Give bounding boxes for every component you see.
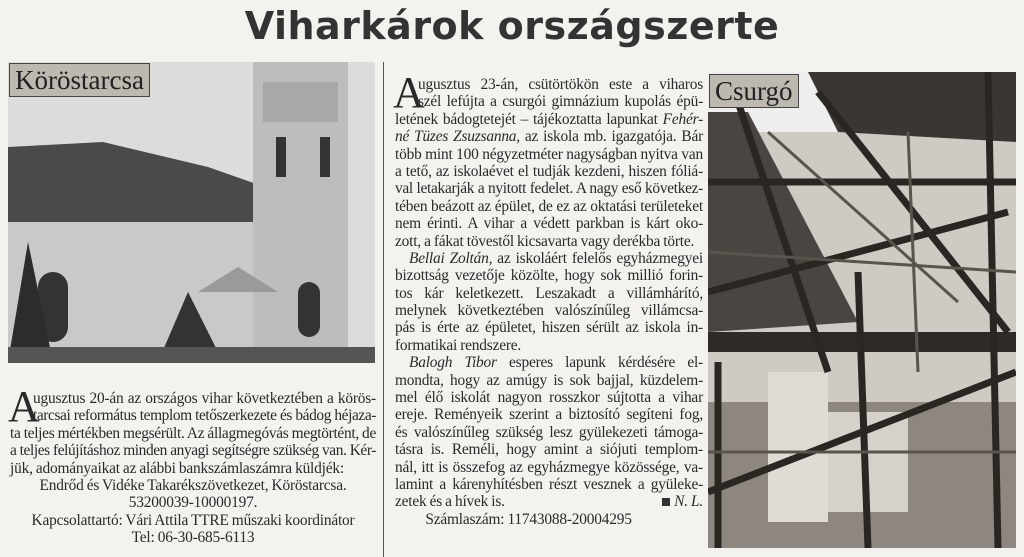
text-line: a teljes felújításhoz minden anyagi segítségre szükség van. Kér- bbox=[10, 442, 376, 460]
photo-label-csurgo: Csurgó bbox=[709, 74, 799, 108]
text-span: esperes lapunk kérdésére el- bbox=[496, 354, 703, 372]
csurgo-article bbox=[393, 68, 703, 528]
square-bullet-icon bbox=[662, 498, 670, 506]
text-line: ta teljes mértékben megsérült. Az állagmegóvás megtörtént, de bbox=[10, 424, 376, 442]
signature bbox=[662, 493, 703, 510]
photo-label-korostarcsa: Köröstarcsa bbox=[9, 63, 150, 97]
text-line bbox=[395, 250, 703, 267]
text-line bbox=[395, 493, 703, 510]
contact-phone: Tel: 06-30-685-6113 bbox=[131, 529, 255, 547]
bank-account: 53200039-10000197. bbox=[128, 494, 258, 512]
person-name: Bellai Zoltán, bbox=[409, 249, 493, 267]
text-line bbox=[395, 354, 703, 371]
text-span: az iskoláért felelős egyházmegyei bbox=[492, 249, 703, 267]
text-line: a tető, az iskolaévet el tudják kezdeni, hiszen fóliá- bbox=[395, 162, 703, 180]
korostarcsa-article bbox=[8, 382, 376, 547]
text-line: ugusztus 23-án, csütörtökön este a viharos bbox=[418, 76, 703, 93]
text-line: több mint 100 négyzetméter nagyságban nyitva van bbox=[395, 145, 703, 163]
text-line: bizottság vezetője közölte, hogy sok millió forin- bbox=[395, 267, 703, 285]
text-line: mel élő iskolát nagyon rosszkor sújtotta a vihar bbox=[395, 389, 703, 407]
text-span: letének bádogtetejét – tájékoztatta lapunkat bbox=[395, 110, 663, 128]
author-initials: N. L. bbox=[674, 493, 703, 511]
text-line: és valószínűleg szükség lesz gyülekezeti támoga- bbox=[395, 423, 703, 441]
damaged-roof-photo bbox=[708, 72, 1016, 548]
bank-name: Endrőd és Vidéke Takarékszövetkezet, Köröstarcsa. bbox=[39, 476, 347, 494]
text-line: tében beázott az épület, de ez az oktatási területeket bbox=[395, 197, 703, 215]
text-line bbox=[395, 128, 703, 145]
text-line: val letakarják a nyitott fedelet. A nagy eső következ- bbox=[395, 180, 703, 198]
text-span: zetek és a hívek is. bbox=[395, 493, 505, 511]
contact-person: Kapcsolattartó: Vári Attila TTRE műszaki koordinátor bbox=[31, 511, 355, 529]
text-line: szél lefújta a csurgói gimnázium kupolás épü- bbox=[418, 93, 703, 111]
text-line: lamint a kárenyhítésben részt vesznek a gyüleke- bbox=[395, 475, 703, 493]
text-line bbox=[395, 111, 703, 128]
text-line: tásra is. Reméli, hogy amint a siójuti templom- bbox=[395, 441, 703, 459]
text-line: ugusztus 20-án az országos vihar következtében a körös- bbox=[33, 390, 376, 407]
drop-cap: A bbox=[8, 382, 40, 431]
headline: Viharkárok országszerte bbox=[244, 4, 780, 48]
text-line: nem érinti. A vihar a védett parkban is kárt oko- bbox=[395, 215, 703, 233]
text-line: melynek következtében valószínűleg villámcsa- bbox=[395, 302, 703, 320]
text-line: tos kár keletkezett. Leszakadt a villámhárító, bbox=[395, 284, 703, 302]
text-line: nál, itt is összefog az egyházmegye közössége, va- bbox=[395, 458, 703, 476]
bank-account: Számlaszám: 11743088-20004295 bbox=[425, 510, 632, 528]
text-line: ereje. Reményeik szerint a biztosító segíteni fog, bbox=[395, 406, 703, 424]
text-line: jük, adományaikat az alábbi bankszámlaszámra küldjék: bbox=[10, 459, 344, 477]
text-line: zott, a fákat tövestől kicsavarta vagy derékba törte. bbox=[395, 232, 695, 250]
drop-cap: A bbox=[393, 68, 425, 117]
person-name: Balogh Tibor bbox=[409, 354, 497, 372]
text-span: az iskola mb. igazgatója. Bár bbox=[519, 128, 703, 146]
text-line: mondta, hogy az amúgy is sok bajjal, küzdelem- bbox=[395, 371, 703, 389]
person-name: né Tüzes Zsuzsanna, bbox=[395, 128, 520, 146]
text-line: tarcsai református templom tetőszerkezete és bádog héjaza- bbox=[33, 407, 376, 425]
church-photo bbox=[8, 62, 375, 363]
person-name: Fehér- bbox=[662, 110, 703, 128]
text-line: pás is érte az épületet, hiszen sérült az iskola in- bbox=[395, 319, 703, 337]
text-line: formatikai rendszere. bbox=[395, 336, 522, 354]
column-divider bbox=[383, 62, 384, 557]
